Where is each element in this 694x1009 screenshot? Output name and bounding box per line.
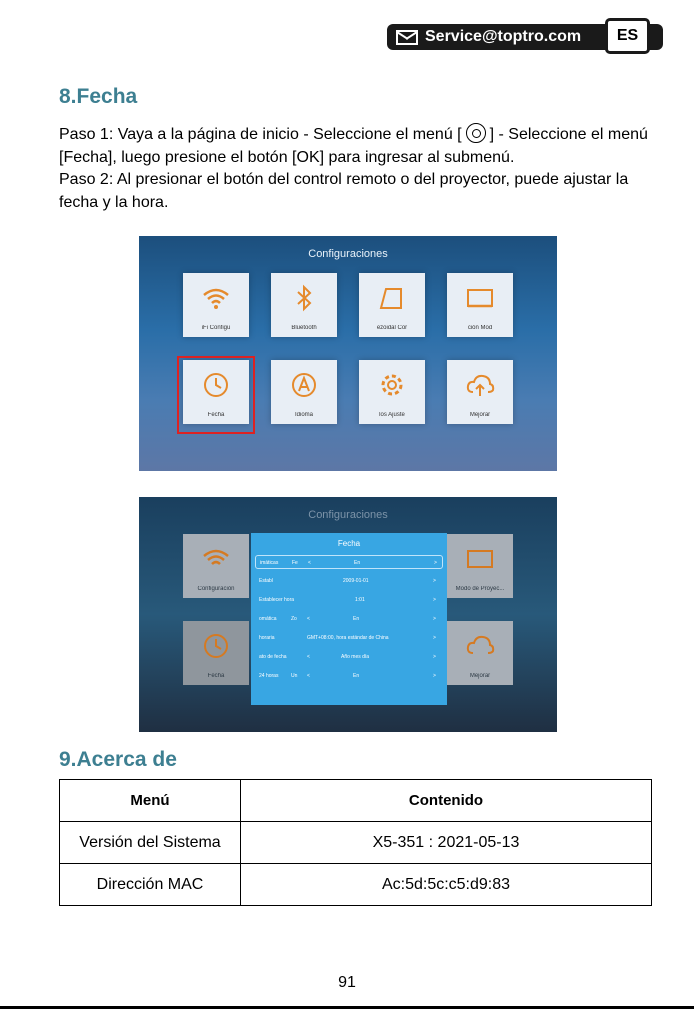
- mail-icon: [396, 30, 418, 45]
- tile-label-bluetooth: Bluetooth: [291, 325, 317, 331]
- dialog-row[interactable]: [255, 574, 443, 588]
- dialog-row[interactable]: [255, 555, 443, 569]
- row-value: En: [354, 560, 361, 566]
- row-label: imáticas: [260, 560, 279, 566]
- left-arrow-icon[interactable]: <: [307, 654, 310, 660]
- tile-bluetooth: [271, 273, 337, 337]
- row-value: En: [353, 673, 360, 679]
- language-icon: [289, 370, 319, 400]
- row-label: horaria: [259, 635, 275, 641]
- tile-label-idioma: Idioma: [294, 412, 313, 418]
- dialog-row[interactable]: [255, 612, 443, 626]
- tile-fecha-dimmed: [183, 621, 249, 685]
- tile-label-mejorar: Mejorar: [469, 412, 491, 418]
- row-label: Establ: [259, 578, 273, 584]
- dialog-title: Fecha: [337, 539, 361, 548]
- settings-gear-icon: [466, 123, 486, 143]
- row-sub: Fe: [292, 560, 298, 566]
- service-banner: [387, 18, 663, 54]
- tile-config-dimmed: [183, 534, 249, 598]
- header-content: Contenido: [241, 780, 652, 822]
- row-value: GMT+08:00, hora estándar de China: [307, 635, 389, 641]
- row-value: En: [353, 616, 360, 622]
- tile-mejorar-dimmed: [447, 621, 513, 685]
- tile-label-ajustes: los Ajuste: [379, 412, 405, 418]
- left-arrow-icon[interactable]: <: [307, 616, 310, 622]
- clock-icon: [201, 631, 231, 661]
- settings-screenshot: [139, 236, 557, 471]
- cloud-upgrade-icon: [465, 370, 495, 400]
- row-value: Año mes día: [341, 654, 370, 660]
- tile-label-projection-dimmed: Modo de Proyec...: [455, 586, 505, 592]
- row-label: omática: [259, 616, 277, 622]
- cloud-upgrade-icon: [465, 631, 495, 661]
- settings-title-dimmed: Configuraciones: [308, 509, 388, 521]
- right-arrow-icon[interactable]: >: [433, 578, 436, 584]
- row-value: 2009-01-01: [343, 578, 369, 584]
- settings-title: Configuraciones: [308, 248, 388, 260]
- gear-icon: [377, 370, 407, 400]
- right-arrow-icon[interactable]: >: [433, 616, 436, 622]
- bluetooth-icon: [289, 283, 319, 313]
- tile-label-keystone: ezoidal Cor: [376, 325, 408, 331]
- left-arrow-icon[interactable]: <: [308, 560, 311, 566]
- tile-projection-dimmed: [447, 534, 513, 598]
- keystone-icon: [377, 283, 407, 313]
- cell-content: X5-351 : 2021-05-13: [241, 822, 652, 864]
- tile-label-mejorar-dimmed: Mejorar: [469, 673, 491, 679]
- screen-icon: [465, 544, 495, 574]
- screen-icon: [465, 283, 495, 313]
- cell-menu: Versión del Sistema: [60, 822, 241, 864]
- tile-label-fecha: Fecha: [207, 412, 225, 418]
- right-arrow-icon[interactable]: >: [433, 597, 436, 603]
- tile-ajustes: [359, 360, 425, 424]
- tile-wifi: [183, 273, 249, 337]
- instructions-paragraph: [59, 123, 649, 214]
- right-arrow-icon[interactable]: >: [433, 673, 436, 679]
- left-arrow-icon[interactable]: <: [307, 673, 310, 679]
- selection-highlight: [177, 356, 255, 434]
- tile-label-projection: ción Mod: [467, 325, 493, 331]
- table-row: [60, 864, 652, 906]
- row-sub: Un: [291, 673, 298, 679]
- right-arrow-icon[interactable]: >: [433, 654, 436, 660]
- tile-mejorar: [447, 360, 513, 424]
- about-table: [59, 779, 652, 906]
- row-label: 24 horas: [259, 673, 279, 679]
- service-email: Service@toptro.com: [425, 28, 582, 45]
- tile-idioma: [271, 360, 337, 424]
- instruction-text-2: ] - Seleccione el menú [Fecha], luego presione el botón [OK] para ingresar al submenú.: [59, 126, 648, 166]
- header-menu: Menú: [60, 780, 241, 822]
- dialog-row[interactable]: [255, 669, 443, 683]
- tile-label-fecha-dimmed: Fecha: [207, 673, 225, 679]
- wifi-icon: [201, 544, 231, 574]
- instruction-text-1: Paso 1: Vaya a la página de inicio - Seleccione el menú [: [59, 126, 462, 143]
- page-number: 91: [338, 974, 356, 991]
- row-label: ato de fecha: [259, 654, 287, 660]
- tile-keystone: [359, 273, 425, 337]
- right-arrow-icon[interactable]: >: [433, 635, 436, 641]
- dialog-row[interactable]: [255, 593, 443, 607]
- table-header-row: [60, 780, 652, 822]
- row-value: 1:01: [355, 597, 365, 603]
- table-row: [60, 822, 652, 864]
- row-label: Establecer hora: [259, 597, 295, 603]
- tile-label-config: Configuración: [197, 586, 235, 592]
- dialog-row[interactable]: [255, 650, 443, 664]
- dialog-row[interactable]: [255, 631, 443, 645]
- wifi-icon: [201, 283, 231, 313]
- tile-label-wifi: iFi Configu: [201, 325, 231, 331]
- fecha-dialog: [251, 533, 447, 705]
- fecha-dialog-screenshot: [139, 497, 557, 732]
- tile-projection-mode: [447, 273, 513, 337]
- section-title-acerca: 9.Acerca de: [59, 748, 177, 771]
- language-badge: ES: [605, 18, 650, 54]
- instruction-text-3: Paso 2: Al presionar el botón del control remoto o del proyector, puede ajustar la fecha y la hora.: [59, 171, 629, 211]
- cell-content: Ac:5d:5c:c5:d9:83: [241, 864, 652, 906]
- row-sub: Zo: [291, 616, 297, 622]
- section-title-fecha: 8.Fecha: [59, 85, 138, 108]
- cell-menu: Dirección MAC: [60, 864, 241, 906]
- right-arrow-icon[interactable]: >: [434, 560, 437, 566]
